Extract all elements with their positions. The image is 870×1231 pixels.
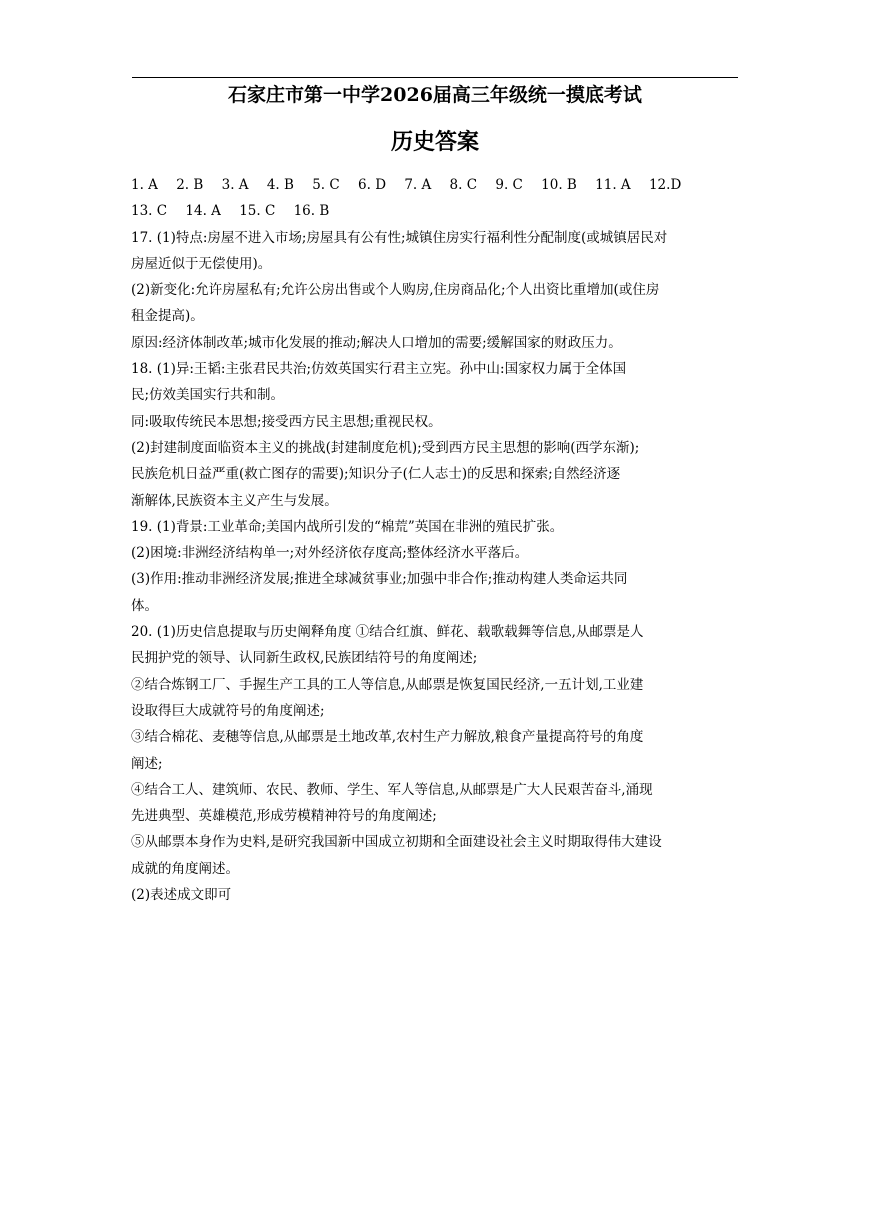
answer-line: 民族危机日益严重(救亡图存的需要);知识分子(仁人志士)的反思和探索;自然经济逐 — [131, 466, 621, 483]
answer-line: ③结合棉花、麦穗等信息,从邮票是土地改革,农村生产力解放,粮食产量提高符号的角度 — [131, 729, 644, 746]
answer-line: (2)表述成文即可 — [131, 887, 232, 904]
choice-answer: 11. A — [595, 177, 631, 193]
choice-answer: 13. C — [131, 203, 168, 220]
choice-answer: 1. A — [131, 177, 158, 193]
choice-answer: 3. A — [221, 177, 249, 193]
choice-answer: 5. C — [312, 177, 340, 193]
answer-line: 原因:经济体制改革;城市化发展的推动;解决人口增加的需要;缓解国家的财政压力。 — [131, 334, 622, 351]
choice-answer: 15. C — [239, 203, 276, 220]
exam-title: 石家庄市第一中学2026届高三年级统一摸底考试 — [228, 84, 642, 106]
answer-line: 同:吸取传统民本思想;接受西方民主思想;重视民权。 — [131, 413, 442, 430]
answer-line: 体。 — [131, 597, 158, 614]
choice-answer: 8. C — [449, 177, 478, 193]
choice-answer: 2. B — [176, 177, 204, 193]
answer-line: 渐解体,民族资本主义产生与发展。 — [131, 492, 338, 509]
answer-line: ②结合炼钢工厂、手握生产工具的工人等信息,从邮票是恢复国民经济,一五计划,工业建 — [131, 676, 644, 693]
answer-line: ④结合工人、建筑师、农民、教师、学生、军人等信息,从邮票是广大人民艰苦奋斗,涌现 — [131, 781, 653, 798]
answer-line: 17. (1)特点:房屋不进入市场;房屋具有公有性;城镇住房实行福利性分配制度(或城镇居民对 — [131, 229, 668, 246]
answer-line: 阐述; — [131, 755, 163, 772]
answer-body — [131, 172, 741, 908]
choice-answer: 12.D — [648, 177, 682, 193]
header-rule — [132, 77, 738, 78]
choice-answer: 10. B — [541, 177, 577, 193]
choice-answer: 9. C — [495, 177, 523, 193]
answer-line: 租金提高)。 — [131, 308, 204, 325]
choice-answer: 7. A — [404, 177, 432, 193]
answer-line: (2)新变化:允许房屋私有;允许公房出售或个人购房,住房商品化;个人出资比重增加(或住房 — [131, 282, 660, 299]
choice-answer: 4. B — [266, 177, 294, 193]
answer-line: 成就的角度阐述。 — [131, 860, 239, 877]
subject-title: 历史答案 — [390, 129, 479, 155]
answer-line: 民;仿效美国实行共和制。 — [131, 387, 285, 404]
answer-line: (2)封建制度面临资本主义的挑战(封建制度危机);受到西方民主思想的影响(西学东渐); — [131, 439, 640, 456]
answer-line: ⑤从邮票本身作为史料,是研究我国新中国成立初期和全面建设社会主义时期取得伟大建设 — [131, 834, 662, 851]
choice-answers-row-2 — [131, 198, 741, 224]
answer-line: (3)作用:推动非洲经济发展;推进全球减贫事业;加强中非合作;推动构建人类命运共同 — [131, 571, 628, 588]
answer-line: 19. (1)背景:工业革命;美国内战所引发的“棉荒”英国在非洲的殖民扩张。 — [131, 518, 564, 535]
answer-line: 民拥护党的领导、认同新生政权,民族团结符号的角度阐述; — [131, 650, 478, 667]
choice-answer: 14. A — [185, 203, 221, 220]
answer-line: (2)困境:非洲经济结构单一;对外经济依存度高;整体经济水平落后。 — [131, 545, 529, 562]
choice-answers-row-1 — [131, 172, 741, 198]
answer-line: 先进典型、英雄模范,形成劳模精神符号的角度阐述; — [131, 808, 437, 825]
choice-answer: 6. D — [358, 177, 387, 193]
answer-line: 20. (1)历史信息提取与历史阐释角度 ①结合红旗、鲜花、载歌载舞等信息,从邮票是人 — [131, 624, 644, 641]
choice-answer: 16. B — [293, 203, 330, 220]
answer-line: 设取得巨大成就符号的角度阐述; — [131, 702, 325, 719]
answer-line: 房屋近似于无偿使用)。 — [131, 255, 272, 272]
answer-line: 18. (1)异:王韬:主张君民共治;仿效英国实行君主立宪。孙中山:国家权力属于全体国 — [131, 361, 627, 378]
